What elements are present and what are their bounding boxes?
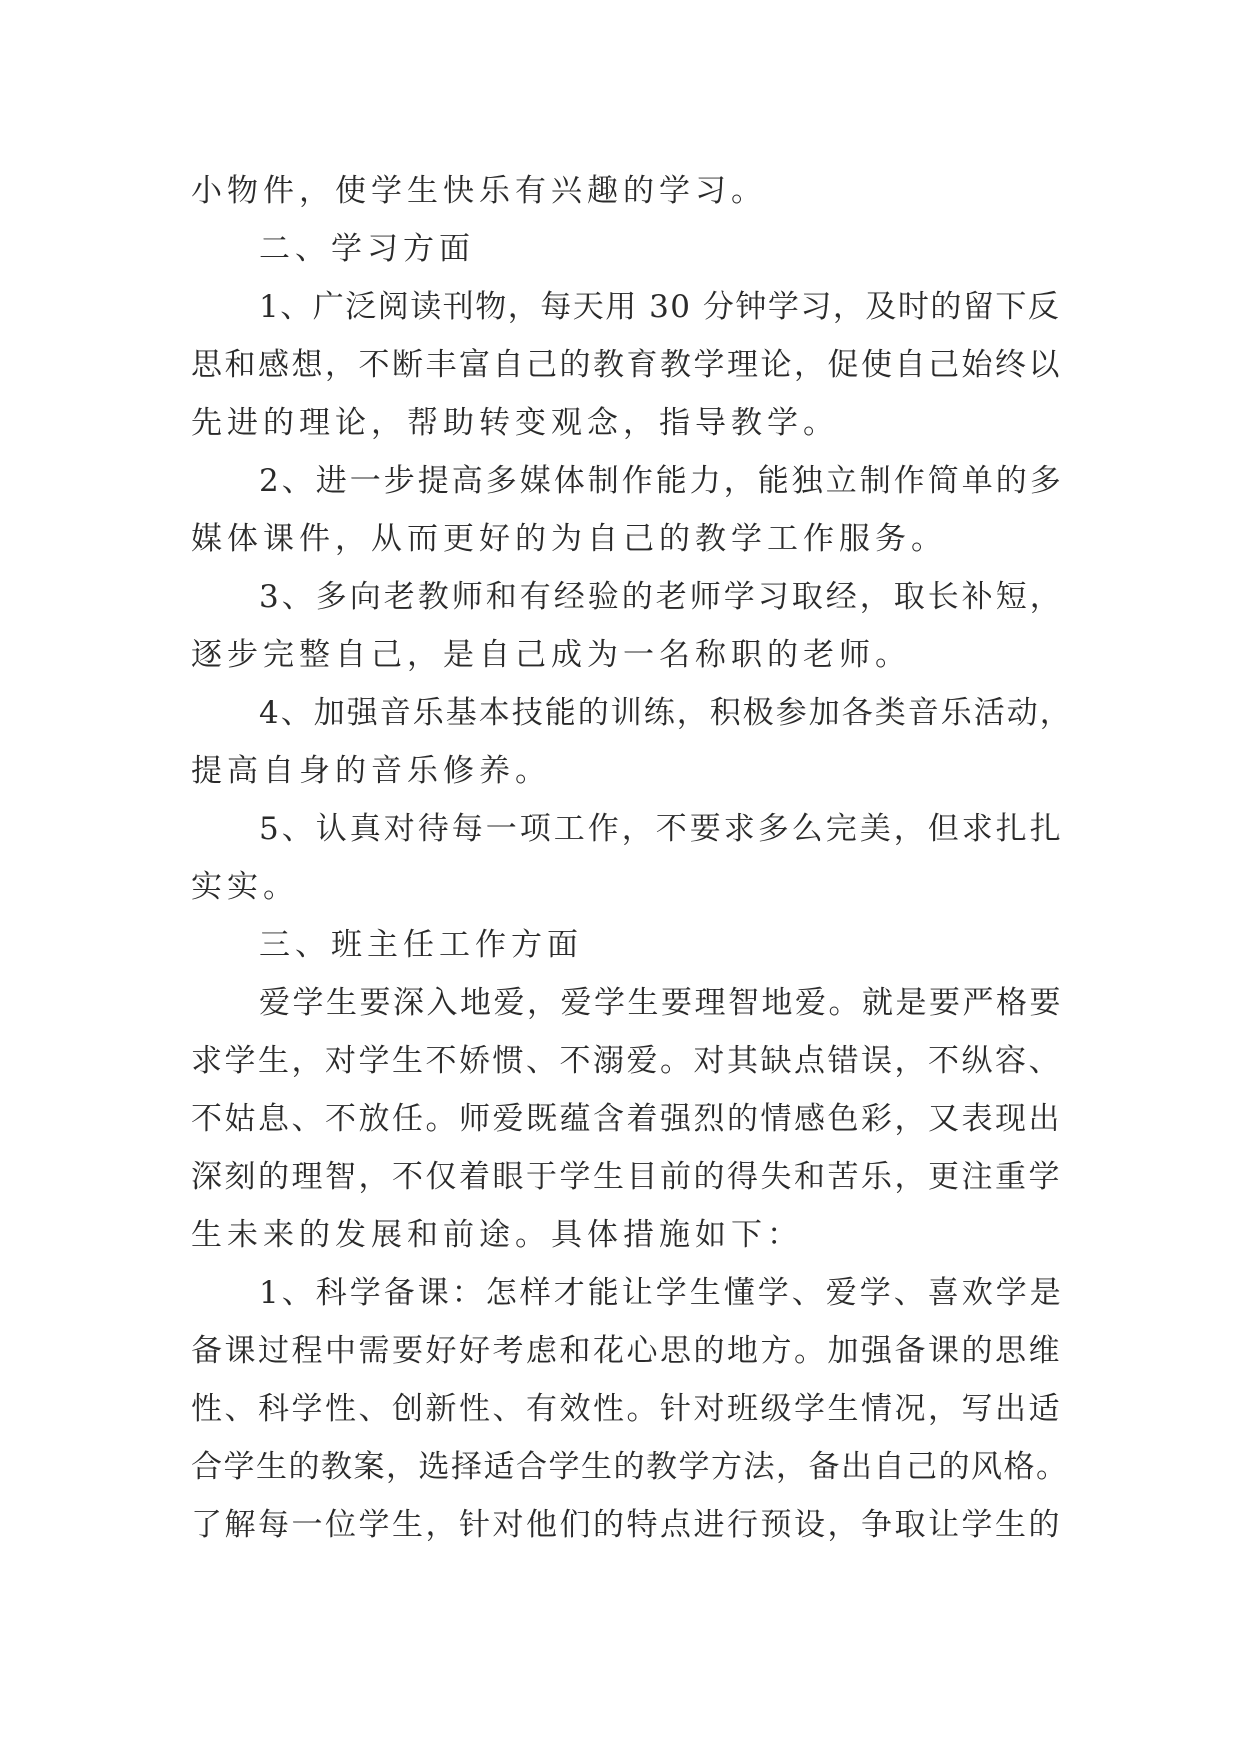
- text-line: 了解每一位学生，针对他们的特点进行预设，争取让学生的: [191, 1507, 1062, 1543]
- text-line: 备课过程中需要好好考虑和花心思的地方。加强备课的思维: [191, 1333, 1062, 1369]
- text-line: 5、认真对待每一项工作，不要求多么完美，但求扎扎: [259, 811, 1064, 847]
- text-line: 1、广泛阅读刊物，每天用 30 分钟学习，及时的留下反: [259, 289, 1061, 325]
- text-line: 合学生的教案，选择适合学生的教学方法，备出自己的风格。: [191, 1449, 1069, 1485]
- text-line: 思和感想，不断丰富自己的教育教学理论，促使自己始终以: [191, 347, 1062, 383]
- section-heading: 三、班主任工作方面: [259, 927, 583, 963]
- text-line: 生未来的发展和前途。具体措施如下：: [191, 1217, 803, 1253]
- text-line: 不姑息、不放任。师爱既蕴含着强烈的情感色彩，又表现出: [191, 1101, 1062, 1137]
- text-line: 爱学生要深入地爱，爱学生要理智地爱。就是要严格要: [259, 985, 1063, 1021]
- section-heading: 二、学习方面: [259, 231, 475, 267]
- text-line: 先进的理论，帮助转变观念，指导教学。: [191, 405, 839, 441]
- text-line: 1、科学备课：怎样才能让学生懂学、爱学、喜欢学是: [259, 1275, 1064, 1311]
- document-body: [191, 162, 1071, 1554]
- text-line: 小物件，使学生快乐有兴趣的学习。: [191, 173, 767, 209]
- text-line: 媒体课件，从而更好的为自己的教学工作服务。: [191, 521, 947, 557]
- text-line: 提高自身的音乐修养。: [191, 753, 551, 789]
- text-line: 深刻的理智，不仅着眼于学生目前的得失和苦乐，更注重学: [191, 1159, 1062, 1195]
- text-line: 实实。: [191, 869, 299, 905]
- text-line: 逐步完整自己，是自己成为一名称职的老师。: [191, 637, 911, 673]
- text-line: 2、进一步提高多媒体制作能力，能独立制作简单的多: [259, 463, 1064, 499]
- text-line: 3、多向老教师和有经验的老师学习取经，取长补短，: [259, 579, 1064, 615]
- text-line: 4、加强音乐基本技能的训练，积极参加各类音乐活动，: [259, 695, 1073, 731]
- text-line: 性、科学性、创新性、有效性。针对班级学生情况，写出适: [191, 1391, 1062, 1427]
- text-line: 求学生，对学生不娇惯、不溺爱。对其缺点错误，不纵容、: [191, 1043, 1062, 1079]
